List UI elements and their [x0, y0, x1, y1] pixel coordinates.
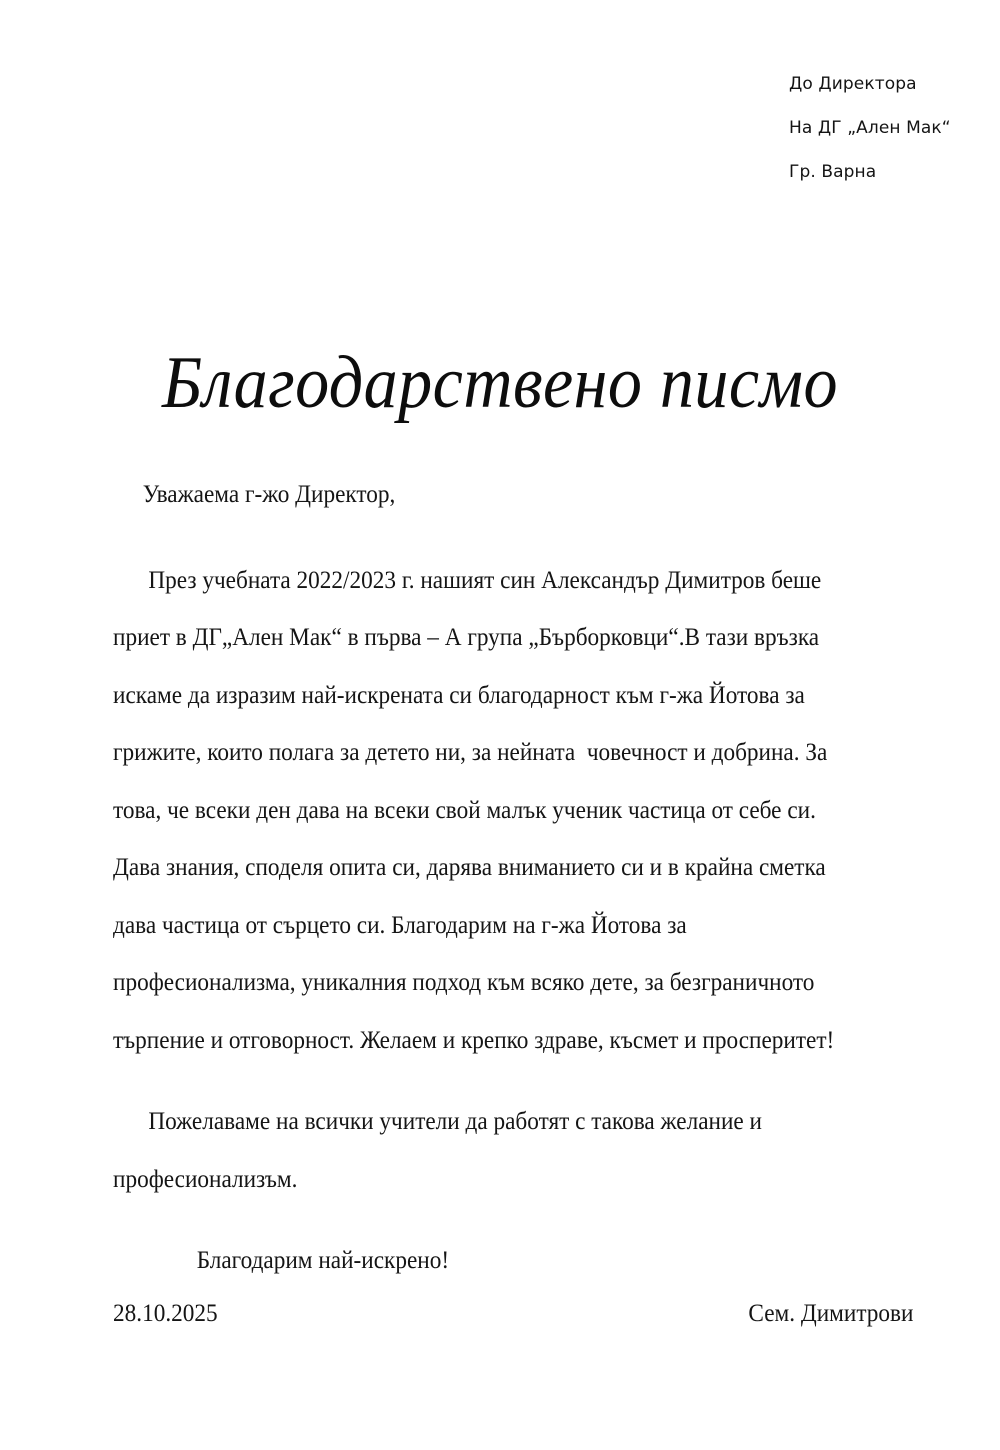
addressee-line-recipient: До Директора: [789, 74, 917, 94]
page-title: Благодарствено писмо: [162, 341, 838, 424]
letter-body: [113, 466, 857, 1290]
addressee-line-institution: На ДГ „Ален Мак“: [789, 118, 951, 138]
addressee-block: [789, 62, 1000, 194]
letter-date: 28.10.2025: [113, 1300, 218, 1327]
letter-signature: Сем. Димитрови: [747, 1300, 913, 1327]
paragraph-main: През учебната 2022/2023 г. нашият син Александър Димитров беше приет в ДГ„Ален Мак“ в първа – А група „Бърборковци“.В тази връзка искаме да изразим най-искрената си благодарност към г-жа Йотова за грижите, които полага за детето ни, за нейната човечност и добрина. За това, че всеки ден дава на всеки свой малък ученик частица от себе си. Дава знания, споделя опита си, дарява вниманието си и в крайна сметка дава частица от сърцето си. Благодарим на г-жа Йотова за професионализма, уникалния подход към всяко дете, за безграничното търпение и отговорност. Желаем и крепко здраве, късмет и просперитет!: [113, 566, 835, 1054]
salutation: Уважаема г-жо Директор,: [142, 481, 396, 508]
addressee-line-city: Гр. Варна: [789, 162, 877, 182]
letter-footer: [113, 1300, 913, 1328]
paragraph-wish: Пожелаваме на всички учители да работят с такова желание и професионализъм.: [113, 1108, 768, 1193]
closing-line: Благодарим най-искрено!: [196, 1247, 450, 1274]
